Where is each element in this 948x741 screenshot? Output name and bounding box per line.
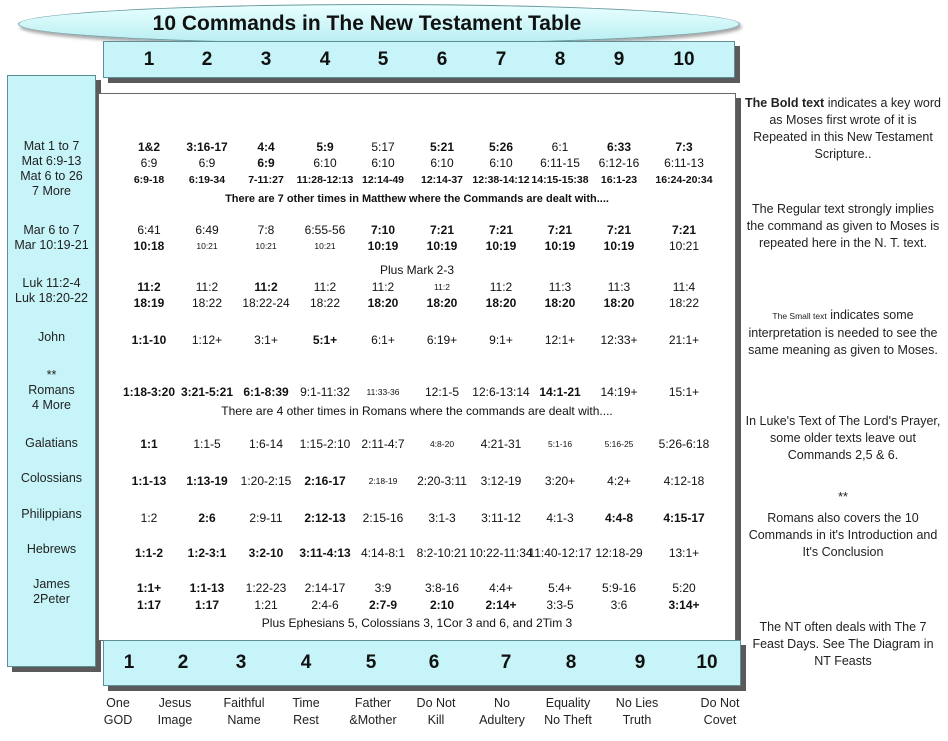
legend-bold-text: indicates a key word as Moses first wrote of it is Repeated in this New Testament Scripture.. — [753, 96, 941, 161]
command-label-line: Rest — [293, 713, 319, 727]
verse-reference: 18:20 — [544, 295, 576, 310]
verse-reference: 1:1 — [140, 436, 158, 451]
command-number-top-6: 6 — [436, 49, 448, 70]
verse-reference: 11:2 — [254, 279, 278, 294]
verse-reference: 8:2-10:21 — [416, 545, 468, 560]
command-label-10 — [701, 695, 740, 729]
verse-reference: 14:15-15:38 — [531, 173, 589, 186]
note-matthew: There are 7 other times in Matthew where the Commands are dealt with.... — [225, 193, 609, 205]
verse-reference: 2:15-16 — [362, 510, 404, 525]
verse-reference: 10:21 — [314, 240, 336, 251]
verse-reference: 2:10 — [429, 597, 455, 612]
command-number-top-10: 10 — [673, 49, 695, 70]
verse-reference: 10:18 — [133, 238, 165, 253]
command-label-line: Truth — [622, 713, 652, 727]
verse-reference: 2:14-17 — [304, 580, 346, 595]
book-label-line: ** — [46, 367, 57, 382]
legend-stars: ** — [838, 490, 848, 504]
verse-reference: 18:20 — [426, 295, 458, 310]
verse-reference: 14:1-21 — [539, 384, 581, 399]
verse-reference: 7-11:27 — [248, 173, 284, 186]
verse-reference: 11:2 — [313, 279, 337, 294]
verse-reference: 5:1+ — [312, 332, 338, 347]
verse-reference: 10:19 — [603, 238, 635, 253]
verse-reference: 3:3-5 — [546, 597, 574, 612]
verse-reference: 12:14-49 — [361, 173, 405, 186]
command-number-top-1: 1 — [143, 49, 155, 70]
verse-reference: 18:20 — [367, 295, 399, 310]
book-label-line: Mar 10:19-21 — [14, 238, 89, 252]
command-label-line: Do Not — [700, 696, 740, 710]
legend-regular: The Regular text strongly implies the command as given to Moses is repeated here in the N. T. text. — [746, 202, 940, 250]
verse-reference: 3:21-5:21 — [180, 384, 234, 399]
command-label-8 — [544, 695, 592, 729]
verse-reference: 7:21 — [606, 222, 632, 237]
verse-reference: 12:33+ — [600, 332, 638, 347]
verse-reference: 6:9 — [198, 155, 216, 170]
verse-reference: 12:1-5 — [424, 384, 460, 399]
book-label — [8, 471, 95, 486]
verse-reference: 1&2 — [137, 139, 161, 154]
verse-reference: 1:17 — [194, 597, 220, 612]
legend-bold — [743, 95, 943, 163]
verse-reference: 2:18-19 — [368, 475, 398, 486]
verse-reference: 18:20 — [603, 295, 635, 310]
command-number-bottom-2: 2 — [177, 652, 189, 673]
top-number-bar — [103, 41, 735, 78]
bottom-number-bar — [103, 640, 741, 686]
book-label-line: 7 More — [32, 184, 71, 198]
verse-reference: 11:33-36 — [366, 386, 400, 397]
command-label-3 — [224, 695, 265, 729]
verse-reference: 7:21 — [547, 222, 573, 237]
legend-bold-term: The Bold text — [745, 96, 825, 110]
verse-reference: 3:20+ — [544, 473, 576, 488]
verse-reference: 4:4+ — [489, 580, 513, 595]
verse-reference: 3:9 — [374, 580, 392, 595]
command-number-top-7: 7 — [495, 49, 507, 70]
verse-reference: 6:19-34 — [188, 173, 226, 186]
verse-reference: 13:1+ — [668, 545, 700, 560]
verse-reference: 1:1-2 — [134, 545, 164, 560]
verse-reference: 3:1-3 — [428, 510, 456, 525]
book-label-line: Galatians — [25, 435, 78, 450]
verse-reference: 6:12-16 — [598, 155, 640, 170]
command-number-top-3: 3 — [260, 49, 272, 70]
book-label — [8, 436, 95, 451]
command-number-bottom-8: 8 — [565, 652, 577, 673]
verse-reference: 3:16-17 — [186, 139, 228, 154]
verse-reference: 12:14-37 — [420, 173, 464, 186]
book-label-line: 2Peter — [33, 592, 70, 606]
verse-reference: 1:12+ — [191, 332, 223, 347]
verse-reference: 4:4 — [257, 139, 275, 154]
verse-reference: 10:21 — [255, 240, 277, 251]
verse-reference: 16:24-20:34 — [655, 173, 713, 186]
command-label-line: Name — [227, 713, 261, 727]
command-number-bottom-7: 7 — [500, 652, 512, 673]
verse-reference: 18:22 — [191, 295, 223, 310]
command-label-line: Covet — [703, 713, 737, 727]
verse-reference: 11:2 — [371, 279, 395, 294]
note-ephesians: Plus Ephesians 5, Colossians 3, 1Cor 3 and 6, and 2Tim 3 — [261, 616, 573, 630]
verse-reference: 18:22 — [668, 295, 700, 310]
command-number-bottom-1: 1 — [123, 652, 135, 673]
book-label — [8, 577, 95, 607]
verse-reference: 7:21 — [488, 222, 514, 237]
verse-reference: 5:26-6:18 — [658, 436, 710, 451]
command-label-line: Faithful — [223, 696, 265, 710]
verse-reference: 4:2+ — [607, 473, 631, 488]
verse-reference: 5:4+ — [548, 580, 572, 595]
verse-reference: 11:2 — [137, 279, 161, 294]
verse-reference: 1:15-2:10 — [299, 436, 351, 451]
verse-reference: 4:15-17 — [663, 510, 705, 525]
note-romans: There are 4 other times in Romans where the commands are dealt with.... — [221, 404, 613, 418]
book-label-line: Mat 6:9-13 — [21, 154, 82, 168]
verse-reference: 6:11-13 — [664, 155, 704, 170]
book-label-line: Luk 11:2-4 — [22, 276, 81, 290]
verse-reference: 2:7-9 — [368, 597, 398, 612]
verse-reference: 10:19 — [367, 238, 399, 253]
command-label-line: GOD — [103, 713, 133, 727]
book-label — [8, 368, 95, 413]
verse-reference: 5:16-25 — [604, 438, 634, 449]
book-label-line: Romans — [28, 382, 75, 397]
book-label-line: Mat 1 to 7 — [23, 139, 80, 153]
verse-reference: 2:20-3:11 — [417, 473, 467, 488]
command-label-line: Time — [292, 696, 320, 710]
command-label-line: Kill — [427, 713, 445, 727]
verse-reference: 3:8-16 — [424, 580, 460, 595]
verse-reference: 18:22 — [309, 295, 341, 310]
verse-reference: 9:1-11:32 — [300, 384, 350, 399]
verse-reference: 10:19 — [544, 238, 576, 253]
note-mark: Plus Mark 2-3 — [379, 263, 455, 277]
title-banner — [18, 4, 740, 44]
command-label-9 — [616, 695, 658, 729]
command-label-5 — [349, 695, 396, 729]
verse-reference: 1:13-19 — [186, 473, 228, 488]
verse-reference: 6:55-56 — [304, 222, 346, 237]
verse-reference: 18:19 — [133, 295, 165, 310]
verse-reference: 6:19+ — [426, 332, 458, 347]
legend-small-text: indicates some interpretation is needed to see the same meaning as given to Moses. — [748, 308, 938, 357]
verse-reference: 12:6-13:14 — [472, 384, 530, 399]
verse-reference: 1:1-13 — [131, 473, 167, 488]
verse-reference: 1:1-13 — [189, 580, 225, 595]
verse-reference: 11:2 — [434, 281, 450, 292]
verse-reference: 12:38-14:12 — [472, 173, 530, 186]
command-number-bottom-4: 4 — [300, 652, 312, 673]
verse-reference: 1:1+ — [136, 580, 162, 595]
verse-reference: 1:17 — [136, 597, 162, 612]
command-label-4 — [292, 695, 319, 729]
verse-reference: 6:33 — [606, 139, 632, 154]
book-panel — [7, 75, 96, 667]
command-number-bottom-10: 10 — [696, 652, 718, 673]
verse-reference: 21:1+ — [668, 332, 700, 347]
verse-reference: 7:3 — [675, 139, 693, 154]
verse-reference: 6:10 — [313, 155, 337, 170]
verse-reference: 6:10 — [371, 155, 395, 170]
verse-reference: 16:1-23 — [600, 173, 638, 186]
command-label-line: Image — [157, 713, 193, 727]
verse-reference: 5:9 — [316, 139, 334, 154]
book-label — [8, 139, 95, 199]
verse-reference: 5:1-16 — [547, 438, 573, 449]
verse-reference: 3:1+ — [254, 332, 278, 347]
verse-reference: 14:19+ — [600, 384, 638, 399]
verse-reference: 10:21 — [196, 240, 218, 251]
verse-reference: 6:9-18 — [133, 173, 165, 186]
verse-reference: 5:17 — [371, 139, 395, 154]
book-label — [8, 330, 95, 345]
command-label-line: &Mother — [349, 713, 397, 727]
page-title: 10 Commands in The New Testament Table — [152, 12, 582, 35]
verse-reference: 4:14-8:1 — [360, 545, 406, 560]
verse-reference: 18:20 — [485, 295, 517, 310]
verse-reference: 5:26 — [488, 139, 514, 154]
legend-small-term: The Small text — [772, 311, 827, 321]
command-label-6 — [417, 695, 456, 729]
command-label-line: No Lies — [615, 696, 659, 710]
command-label-line: Equality — [545, 696, 591, 710]
legend-feasts: The NT often deals with The 7 Feast Days. See The Diagram in NT Feasts — [752, 620, 934, 668]
book-label-line: 4 More — [32, 397, 71, 412]
command-label-line: One — [106, 696, 130, 710]
verse-reference: 1:20-2:15 — [240, 473, 292, 488]
verse-reference: 10:22-11:34 — [469, 545, 533, 560]
verse-reference: 11:2 — [489, 279, 513, 294]
verse-reference: 1:22-23 — [245, 580, 287, 595]
command-label-line: No Theft — [544, 713, 592, 727]
command-number-top-2: 2 — [201, 49, 213, 70]
command-number-bottom-3: 3 — [235, 652, 247, 673]
book-label — [8, 507, 95, 522]
verse-reference: 4:21-31 — [480, 436, 522, 451]
command-label-line: Adultery — [479, 713, 525, 727]
book-label-line: James — [33, 577, 70, 591]
command-label-line: No — [494, 696, 510, 710]
book-label-line: Mat 6 to 26 — [20, 169, 83, 183]
verse-reference: 11:3 — [607, 279, 631, 294]
book-label-line: Colossians — [20, 470, 83, 485]
book-label-line: Mar 6 to 7 — [23, 223, 80, 237]
verse-reference: 11:2 — [195, 279, 219, 294]
verse-reference: 11:28-12:13 — [296, 173, 354, 186]
verse-reference: 3:6 — [610, 597, 628, 612]
verse-reference: 3:14+ — [668, 597, 700, 612]
verse-reference: 6:9 — [140, 155, 158, 170]
command-label-7 — [479, 695, 525, 729]
verse-reference: 1:18-3:20 — [122, 384, 176, 399]
verse-reference: 6:41 — [137, 222, 161, 237]
verse-reference: 3:2-10 — [248, 545, 284, 560]
command-label-2 — [158, 695, 193, 729]
verse-reference: 1:21 — [254, 597, 278, 612]
verse-reference: 2:14+ — [485, 597, 517, 612]
verse-reference: 10:21 — [668, 238, 700, 253]
verse-reference: 6:1 — [551, 139, 569, 154]
book-label-line: Luk 18:20-22 — [15, 291, 88, 305]
book-label-line: Philippians — [21, 506, 82, 521]
verse-reference: 3:11-12 — [481, 510, 521, 525]
book-label — [8, 276, 95, 306]
verse-reference: 7:21 — [671, 222, 697, 237]
command-label-line: Do Not — [416, 696, 456, 710]
book-label — [8, 223, 95, 253]
command-number-top-5: 5 — [377, 49, 389, 70]
verse-reference: 2:6 — [198, 510, 216, 525]
verse-reference: 15:1+ — [668, 384, 700, 399]
verse-reference: 7:21 — [429, 222, 455, 237]
book-label — [8, 542, 95, 557]
verse-reference: 1:2-3:1 — [187, 545, 227, 560]
verse-reference: 18:22-24 — [242, 295, 290, 310]
verse-reference: 12:18-29 — [595, 545, 643, 560]
verse-reference: 2:12-13 — [304, 510, 346, 525]
command-number-top-8: 8 — [554, 49, 566, 70]
verse-reference: 6:49 — [195, 222, 219, 237]
verse-reference: 6:1-8:39 — [243, 384, 289, 399]
legend-small — [743, 307, 943, 359]
verse-reference: 10:19 — [485, 238, 517, 253]
verse-reference: 6:10 — [489, 155, 513, 170]
verse-reference: 5:20 — [672, 580, 696, 595]
verse-reference: 12:1+ — [544, 332, 576, 347]
verse-reference: 5:21 — [429, 139, 455, 154]
verse-reference: 9:1+ — [489, 332, 513, 347]
verse-reference: 1:1-5 — [193, 436, 221, 451]
verse-reference: 4:1-3 — [546, 510, 574, 525]
command-label-line: Jesus — [158, 696, 192, 710]
verse-reference: 6:11-15 — [540, 155, 580, 170]
verse-reference: 2:16-17 — [304, 473, 346, 488]
book-label-line: Hebrews — [26, 541, 77, 556]
command-number-bottom-9: 9 — [634, 652, 646, 673]
verse-reference: 4:4-8 — [604, 510, 634, 525]
verse-reference: 3:12-19 — [480, 473, 522, 488]
verse-reference: 1:2 — [140, 510, 158, 525]
verse-reference: 10:19 — [426, 238, 458, 253]
legend-luke: In Luke's Text of The Lord's Prayer, some older texts leave out Commands 2,5 & 6. — [745, 414, 941, 462]
verse-reference: 11:3 — [548, 279, 572, 294]
verse-reference: 6:1+ — [371, 332, 395, 347]
verse-reference: 1:1-10 — [131, 332, 167, 347]
command-number-top-9: 9 — [613, 49, 625, 70]
verse-reference: 2:11-4:7 — [361, 436, 405, 451]
verse-reference: 11:40-12:17 — [528, 545, 592, 560]
verse-reference: 11:4 — [672, 279, 696, 294]
command-number-top-4: 4 — [319, 49, 331, 70]
verse-reference: 5:9-16 — [601, 580, 637, 595]
verse-reference: 6:10 — [430, 155, 454, 170]
command-number-bottom-6: 6 — [428, 652, 440, 673]
verse-reference: 2:9-11 — [249, 510, 283, 525]
reference-table — [98, 93, 736, 641]
verse-reference: 3:11-4:13 — [299, 545, 351, 560]
verse-reference: 4:12-18 — [663, 473, 705, 488]
verse-reference: 2:4-6 — [311, 597, 339, 612]
command-label-1 — [104, 695, 132, 729]
verse-reference: 7:8 — [257, 222, 275, 237]
verse-reference: 4:8-20 — [429, 438, 455, 449]
verse-reference: 6:9 — [257, 155, 275, 170]
book-label-line: John — [37, 329, 66, 344]
verse-reference: 1:6-14 — [248, 436, 284, 451]
command-number-bottom-5: 5 — [365, 652, 377, 673]
command-label-line: Father — [354, 696, 392, 710]
verse-reference: 7:10 — [370, 222, 396, 237]
legend-romans: Romans also covers the 10 Commands in it's Introduction and It's Conclusion — [748, 511, 938, 559]
